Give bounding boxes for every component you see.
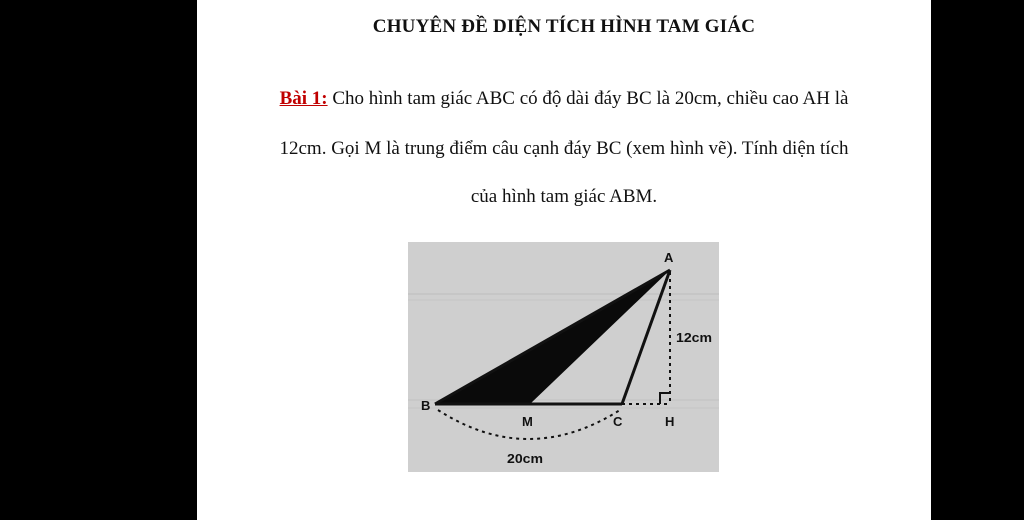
problem-label: Bài 1: — [279, 88, 328, 109]
label-c: C — [613, 414, 623, 429]
document-title: CHUYÊN ĐỀ DIỆN TÍCH HÌNH TAM GIÁC — [372, 16, 756, 37]
problem-line-2: 12cm. Gọi M là trung điểm câu cạnh đáy BC (xem hình vẽ). Tính diện tích — [279, 138, 849, 159]
triangle-figure — [408, 242, 719, 472]
problem-text-1: Cho hình tam giác ABC có độ dài đáy BC là 20cm, chiều cao AH là — [332, 88, 849, 109]
label-h: H — [665, 414, 675, 429]
problem-line-1 — [197, 88, 931, 110]
label-b: B — [421, 398, 431, 413]
document-page — [197, 0, 931, 520]
label-m: M — [522, 414, 533, 429]
triangle-diagram — [408, 242, 719, 472]
base-length-label: 20cm — [507, 451, 543, 466]
height-label: 12cm — [676, 330, 712, 345]
problem-line-3: của hình tam giác ABM. — [470, 186, 658, 207]
label-a: A — [664, 250, 674, 265]
